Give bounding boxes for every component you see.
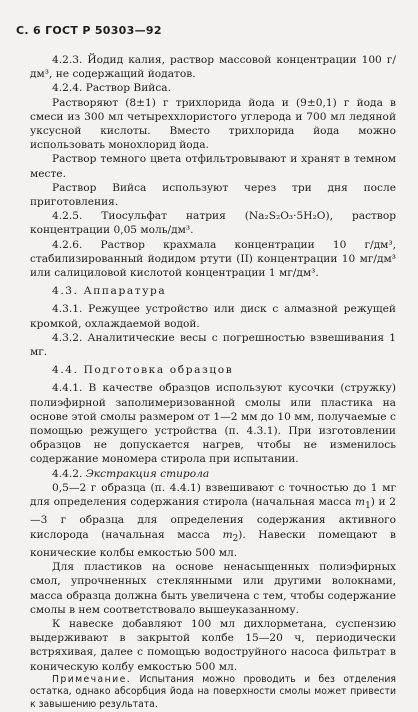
mass-m2-subscript: 2 [232,533,239,544]
clause-4-4-2 [30,467,396,481]
clause-4-2-6: 4.2.6. Раствор крахмала концентрации 10 г/дм³, стабилизированный йодидом ртути (II) концентрации 10 мг/дм³ или салициловой кислотой концентрации 1 мг/дм³. [30,238,396,280]
note [30,674,396,712]
solvent-extraction: К навеске добавляют 100 мл дихлорметана, суспензию выдерживают в закрытой колбе 15—20 ч, периодически встряхивая, далее с помощью водоструйного насоса фильтрат в коническую колбу емкостью 500 мл. [30,617,396,673]
section-4-3-title: 4.3. Аппаратура [52,285,167,298]
section-4-4-title: 4.4. Подготовка образцов [52,364,234,377]
clause-4-4-2-number: 4.4.2. [52,467,83,480]
clause-4-4-2-title: Экстракция стирола [85,467,210,480]
clause-4-3-2: 4.3.2. Аналитические весы с погрешностью взвешивания 1 мг. [30,331,396,359]
mass-m1-subscript: 1 [365,501,371,512]
plastic-samples: Для пластиков на основе ненасыщенных полиэфирных смол, упрочненных стеклянными или другими волокнами, масса образца должна быть увеличена с тем, чтобы содержание смолы в нем соответствовало вышеуказанному. [30,561,396,616]
note-label: Примечание. [52,673,132,685]
wijs-preparation: Растворяют (8±1) г трихлорида йода и (9±0,1) г йода в смеси из 300 мл четыреххлористого углерода и 700 мл ледяной уксусной кислоты. Вместо трихлорида йода можно использовать монохлорид йода. [30,96,396,152]
clause-4-2-3: 4.2.3. Йодид калия, раствор массовой концентрации 100 г/дм³, не содержащий йодатов. [30,54,396,81]
clause-4-3-1: 4.3.1. Режущее устройство или диск с алмазной режущей кромкой, охлаждаемой водой. [30,303,396,330]
mass-m2: m [222,528,233,541]
sample-weighing: 0,5—2 г образца (п. 4.4.1) взвешивают с точностью до 1 мг для определения содержания стирола (начальная масса $m_1$) и 2—3 г образца для определения содержания активного кислорода (начальная масса $m_2$). Навески помещают в конические колбы емкостью 500 мл. [30,481,397,559]
note-text: Испытания можно проводить и без отделения остатка, однако абсорбция йода на поверхности смолы может привести к завышению результата. [30,673,396,710]
clause-4-4-1: 4.4.1. В качестве образцов используют кусочки (стружку) полиэфирной заполимеризованной смолы или пластика на основе этой смолы размером от 1—2 мм до 10 мм, получаемые с помощью режущего устройства (п. 4.3.1). При изготовлении образцов не допускается нагрев, чтобы не изменилось содержание мономера стирола при испытании. [30,382,396,466]
mass-m1: m [355,496,366,509]
wijs-usage: Раствор Вийса используют через три дня после приготовления. [30,181,396,209]
clause-4-2-5: 4.2.5. Тиосульфат натрия (Na₂S₂O₃·5H₂O), раствор концентрации 0,05 моль/дм³. [30,210,396,237]
page-header: С. 6 ГОСТ Р 50303—92 [16,24,162,37]
document-body [30,53,396,712]
wijs-storage: Раствор темного цвета отфильтровывают и хранят в темном месте. [30,153,396,180]
clause-4-2-4: 4.2.4. Раствор Вийса. [52,82,171,95]
